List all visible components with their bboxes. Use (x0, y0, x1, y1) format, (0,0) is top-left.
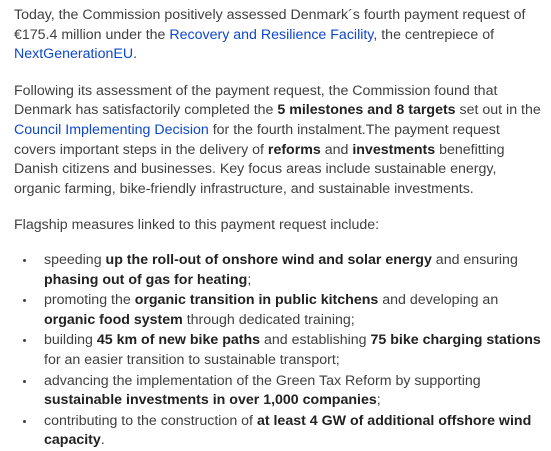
investments-bold: investments (352, 141, 436, 158)
list-bold: 75 bike charging stations (370, 332, 541, 349)
list-item (36, 251, 543, 290)
intro-text-3: . (133, 46, 138, 63)
list-text: advancing the implementation of the Green Tax Reform by supporting (44, 372, 481, 389)
list-text: and ensuring (431, 251, 518, 268)
rrf-link[interactable]: Recovery and Resilience Facility (169, 26, 374, 43)
list-text: and establishing (260, 332, 371, 349)
list-text: contributing to the construction of (44, 412, 257, 429)
list-text: for an easier transition to sustainable transport; (44, 351, 340, 368)
list-bold: organic transition in public kitchens (134, 292, 379, 309)
assessment-paragraph (14, 82, 543, 200)
intro-paragraph (14, 6, 543, 65)
list-text: and developing an (378, 292, 499, 309)
assessment-text-1: Following its assessment of the payment request, the Commission found that Denmark has satisfactorily completed the (14, 82, 498, 119)
list-bold: 45 km of new bike paths (96, 332, 261, 349)
list-text: promoting the (44, 292, 135, 309)
intro-text-2: , the centrepiece of (373, 26, 495, 43)
list-bold: at least 4 GW of additional offshore wind capacity (44, 412, 532, 449)
list-bold: organic food system (44, 311, 183, 328)
list-text: through dedicated training; (182, 311, 355, 328)
list-item (36, 372, 543, 411)
milestones-bold: 5 milestones and 8 targets (277, 102, 456, 119)
assessment-text-5: benefitting Danish citizens and businesses. Key focus areas include sustainable energy, organic farming, bike-friendly infrastructure, and sustainable investments. (14, 141, 505, 197)
flagship-intro: Flagship measures linked to this payment request include: (14, 217, 380, 234)
list-text: speeding (44, 251, 106, 268)
list-text: . (100, 432, 105, 449)
list-text: ; (376, 392, 381, 409)
reforms-bold: reforms (267, 141, 321, 158)
list-text: building (44, 332, 97, 349)
list-item (36, 291, 543, 330)
list-bold: sustainable investments in over 1,000 companies (44, 392, 377, 409)
council-decision-link[interactable]: Council Implementing Decision (14, 121, 209, 138)
list-bold: phasing out of gas for heating (44, 271, 248, 288)
list-text: ; (247, 271, 252, 288)
assessment-text-3: for the fourth instalment.The payment request covers important steps in the delivery of (14, 121, 500, 158)
assessment-text-2: set out in the (455, 102, 541, 119)
intro-text-1: Today, the Commission positively assessed Denmark´s fourth payment request of €175.4 million under the (14, 7, 526, 43)
assessment-text-4: and (320, 141, 353, 158)
nextgeneu-link[interactable]: NextGenerationEU (14, 46, 134, 63)
flagship-list (14, 251, 543, 451)
list-item (36, 331, 543, 370)
list-bold: up the roll-out of onshore wind and solar energy (105, 251, 432, 268)
